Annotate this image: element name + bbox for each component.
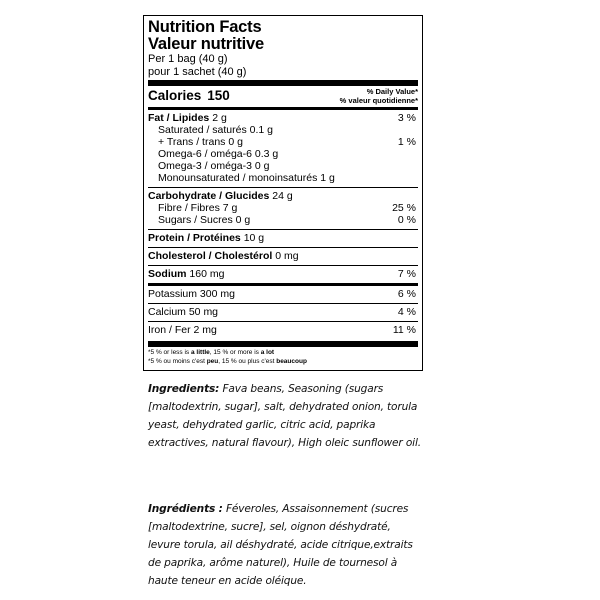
nutrition-facts-panel (143, 15, 423, 371)
omega6-row (148, 148, 418, 160)
sugars-dv: 0 % (397, 214, 416, 226)
cholesterol-row (148, 250, 418, 262)
ingredients-heading-en: Ingredients: (148, 383, 220, 395)
ingredients-en (148, 380, 448, 452)
calories-value: 150 (207, 88, 230, 103)
cholesterol-label: Cholesterol / Cholestérol (148, 250, 273, 262)
footnote-en: *5 % or less is a little, 15 % or more is a lot (148, 349, 275, 356)
fibre-dv: 25 % (392, 202, 416, 214)
trans-label: + Trans / trans 0 g (158, 136, 243, 148)
serving-size-en: Per 1 bag (40 g) (148, 53, 228, 65)
protein-block (148, 230, 418, 247)
fibre-row (148, 202, 418, 214)
sodium-row (148, 268, 418, 280)
potassium-block (148, 286, 418, 303)
ingredients-line: de paprika, arôme naturel), Huile de tournesol à (148, 557, 398, 569)
fibre-label: Fibre / Fibres 7 g (158, 202, 238, 214)
carb-amount: 24 g (272, 190, 293, 202)
dv-header-en: % Daily Value* (366, 87, 418, 96)
saturated-row (148, 124, 418, 136)
ingredients-line: haute teneur en acide oléique. (148, 575, 307, 587)
title-en: Nutrition Facts (148, 18, 262, 36)
sodium-label: Sodium (148, 268, 187, 280)
fat-block (148, 110, 418, 187)
iron-row (148, 324, 418, 336)
ingredients-line: levure torula, ail déshydraté, acide citrique,extraits (148, 539, 413, 551)
protein-label: Protein / Protéines (148, 232, 241, 244)
ingredients-line: yeast, dehydrated garlic, citric acid, paprika (148, 419, 376, 431)
calcium-dv: 4 % (397, 306, 416, 318)
sodium-amount: 160 mg (189, 268, 225, 280)
potassium-dv: 6 % (397, 288, 416, 300)
fat-amount: 2 g (212, 112, 227, 124)
ingredients-heading-fr: Ingrédients : (148, 503, 223, 515)
omega6-label: Omega-6 / oméga-6 0.3 g (158, 148, 279, 160)
omega3-row (148, 160, 418, 172)
carb-row (148, 190, 418, 202)
protein-amount: 10 g (243, 232, 265, 244)
footnote-fr: *5 % ou moins c'est peu, 15 % ou plus c'est beaucoup (148, 357, 307, 365)
calories-label: Calories (148, 88, 202, 103)
fat-dv: 3 % (397, 112, 416, 124)
footnote (148, 347, 418, 366)
ingredients-line: extractives, natural flavour), High oleic sunflower oil. (148, 437, 421, 449)
ingredients-line: Ingredients: Fava beans, Seasoning (sugars (148, 383, 384, 395)
trans-row (148, 136, 418, 148)
ingredients-line: Ingrédients : Féveroles, Assaisonnement (sucres (148, 503, 409, 515)
iron-label: Iron / Fer 2 mg (148, 324, 217, 336)
carb-block (148, 188, 418, 229)
sodium-dv: 7 % (397, 268, 416, 280)
potassium-row (148, 288, 418, 300)
fat-label: Fat / Lipides (148, 112, 210, 124)
omega3-label: Omega-3 / oméga-3 0 g (158, 160, 270, 172)
sugars-row (148, 214, 418, 226)
iron-block (148, 322, 418, 339)
trans-dv: 1 % (397, 136, 416, 148)
ingredients-fr (148, 500, 448, 590)
ingredients-line: [maltodextrin, sugar], salt, dehydrated onion, torula (148, 401, 418, 413)
sodium-block (148, 266, 418, 283)
daily-value-header (340, 87, 418, 105)
calcium-block (148, 304, 418, 321)
dv-header-fr: % valeur quotidienne* (339, 95, 418, 105)
cholesterol-block (148, 248, 418, 265)
mono-row (148, 172, 418, 184)
protein-row (148, 232, 418, 244)
carb-label: Carbohydrate / Glucides (148, 190, 270, 202)
fat-row (148, 112, 418, 124)
calcium-row (148, 306, 418, 318)
serving-size-fr: pour 1 sachet (40 g) (148, 65, 247, 78)
sugars-label: Sugars / Sucres 0 g (158, 214, 251, 226)
iron-dv: 11 % (392, 324, 416, 336)
cholesterol-amount: 0 mg (275, 250, 299, 262)
mono-label: Monounsaturated / monoinsaturés 1 g (158, 172, 335, 184)
calories-row (148, 86, 418, 107)
saturated-label: Saturated / saturés 0.1 g (158, 124, 273, 136)
ingredients-line: [maltodextrine, sucre], sel, oignon déshydraté, (148, 521, 391, 533)
potassium-label: Potassium 300 mg (148, 288, 235, 300)
calcium-label: Calcium 50 mg (148, 306, 219, 318)
title-fr: Valeur nutritive (148, 35, 265, 53)
